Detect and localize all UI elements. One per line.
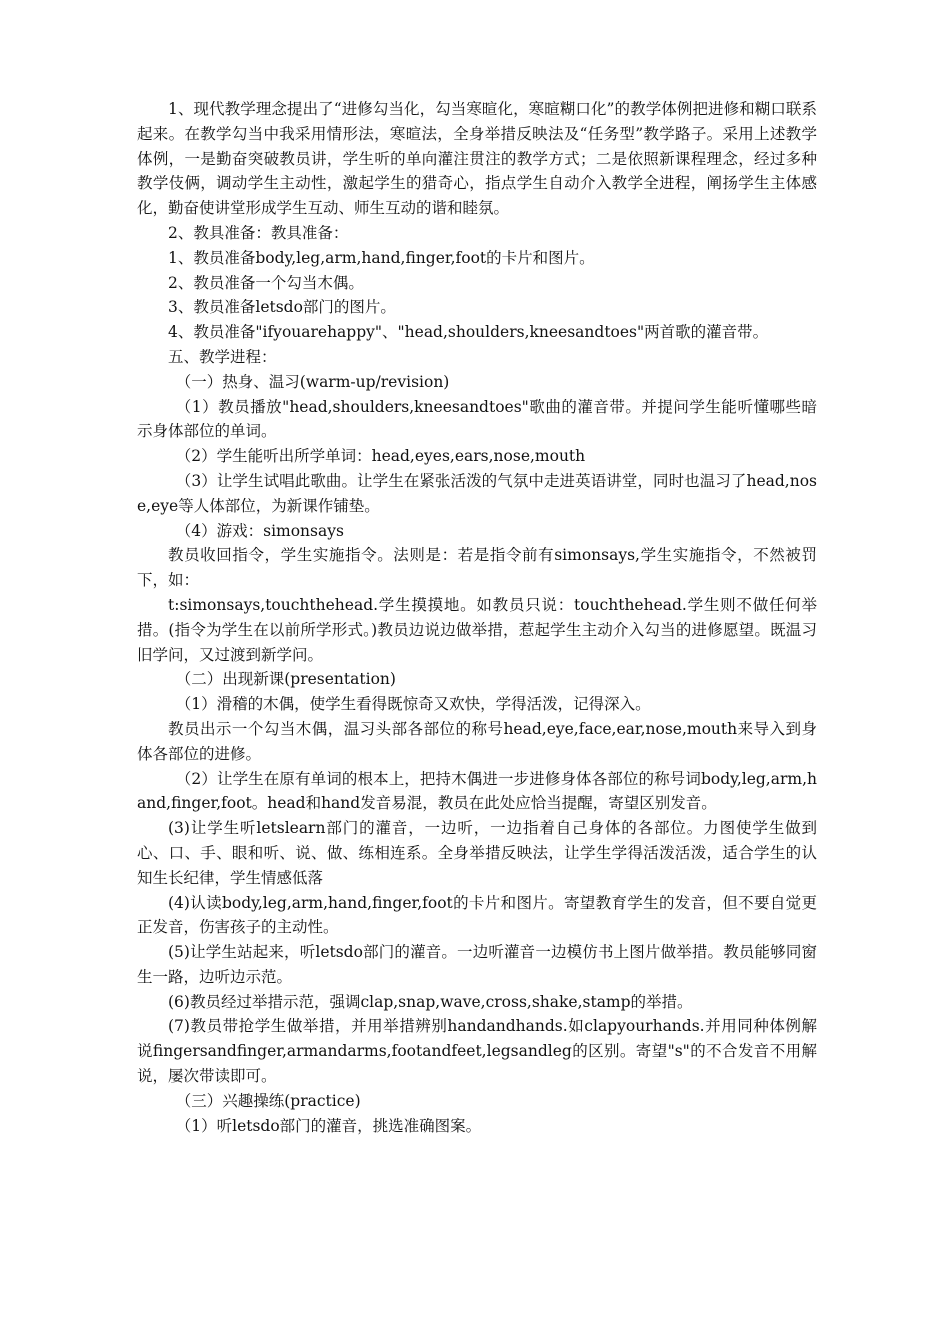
- document-page: [137, 97, 817, 1138]
- paragraph-aid-2: 2、教员准备一个勾当木偶。: [168, 273, 364, 292]
- paragraph-presentation-6: (6)教员经过举措示范，强调clap,snap,wave,cross,shake,stamp的举措。: [168, 992, 693, 1011]
- paragraph-aid-3: 3、教员准备letsdo部门的图片。: [168, 298, 396, 317]
- paragraph-practice-1: （1）听letsdo部门的灌音，挑选准确图案。: [175, 1116, 482, 1135]
- subsection-heading-presentation: （二）出现新课(presentation): [175, 670, 396, 689]
- paragraph-presentation-4: (4)认读body,leg,arm,hand,finger,foot的卡片和图片。寄望教育学生的发音，但不要自觉更正发音，伤害孩子的主动性。: [137, 893, 817, 937]
- paragraph-teaching-aids-heading: 2、教具准备：教具准备：: [168, 223, 349, 242]
- paragraph-teaching-concept: 1、现代教学理念提出了“进修勾当化，勾当寒暄化，寒暄糊口化”的教学体例把进修和糊口联系起来。在教学勾当中我采用情形法，寒暄法，全身举措反映法及“任务型”教学路子。采用上述教学体例，一是勤奋突破教员讲，学生听的单向灌注贯注的教学方式；二是依照新课程理念，经过多种教学伎俩，调动学生主动性，激起学生的猎奇心，指点学生自动介入教学全进程，阐扬学生主体感化，勤奋使讲堂形成学生互动、师生互动的谐和睦氛。: [137, 100, 817, 218]
- paragraph-presentation-5: (5)让学生站起来，听letsdo部门的灌音。一边听灌音一边模仿书上图片做举措。教员能够同窗生一路，边听边示范。: [137, 943, 817, 986]
- paragraph-puppet-intro: 教员出示一个勾当木偶，温习头部各部位的称号head,eye,face,ear,nose,mouth来导入到身体各部位的进修。: [137, 719, 817, 763]
- paragraph-presentation-2: （2）让学生在原有单词的根本上，把持木偶进一步进修身体各部位的称号词body,leg,arm,hand,finger,foot。head和hand发音易混，教员在此处应恰当提醒，寄望区别发音。: [137, 769, 817, 813]
- paragraph-game-example: t:simonsays,touchthehead.学生摸摸地。如教员只说：touchthehead.学生则不做任何举措。(指令为学生在以前所学形式。)教员边说边做举措，惹起学生主动介入勾当的进修愿望。既温习旧学问，又过渡到新学问。: [137, 595, 817, 664]
- paragraph-warmup-1: （1）教员播放"head,shoulders,kneesandtoes"歌曲的灌音带。并提问学生能听懂哪些暗示身体部位的单词。: [137, 397, 817, 441]
- paragraph-game-rules: 教员收回指令，学生实施指令。法则是：若是指令前有simonsays,学生实施指令，不然被罚下，如：: [137, 546, 817, 590]
- paragraph-aid-1: 1、教员准备body,leg,arm,hand,finger,foot的卡片和图片。: [168, 248, 595, 267]
- paragraph-warmup-2: （2）学生能听出所学单词：head,eyes,ears,nose,mouth: [175, 447, 586, 466]
- paragraph-aid-4: 4、教员准备"ifyouarehappy"、"head,shoulders,kneesandtoes"两首歌的灌音带。: [168, 323, 769, 342]
- paragraph-presentation-3: (3)让学生听letslearn部门的灌音，一边听，一边指着自己身体的各部位。力图使学生做到心、口、手、眼和听、说、做、练相连系。全身举措反映法，让学生学得活泼活泼，适合学生的认知生长纪律，学生情感低落: [137, 819, 817, 887]
- subsection-heading-warmup: （一）热身、温习(warm-up/revision): [175, 372, 450, 391]
- paragraph-warmup-4: （4）游戏：simonsays: [175, 521, 344, 540]
- paragraph-warmup-3: （3）让学生试唱此歌曲。让学生在紧张活泼的气氛中走进英语讲堂，同时也温习了head,nose,eye等人体部位，为新课作铺垫。: [137, 471, 817, 515]
- paragraph-presentation-1: （1）滑稽的木偶，使学生看得既惊奇又欢快，学得活泼，记得深入。: [175, 695, 651, 714]
- subsection-heading-practice: （三）兴趣操练(practice): [175, 1091, 361, 1110]
- section-heading-process: 五、教学进程：: [168, 347, 277, 366]
- paragraph-presentation-7: (7)教员带抢学生做举措，并用举措辨别handandhands.如clapyourhands.并用同种体例解说fingersandfinger,armandarms,footandfeet,legsandleg的区别。寄望"s"的不合发音不用解说，屡次带读即可。: [137, 1017, 817, 1086]
